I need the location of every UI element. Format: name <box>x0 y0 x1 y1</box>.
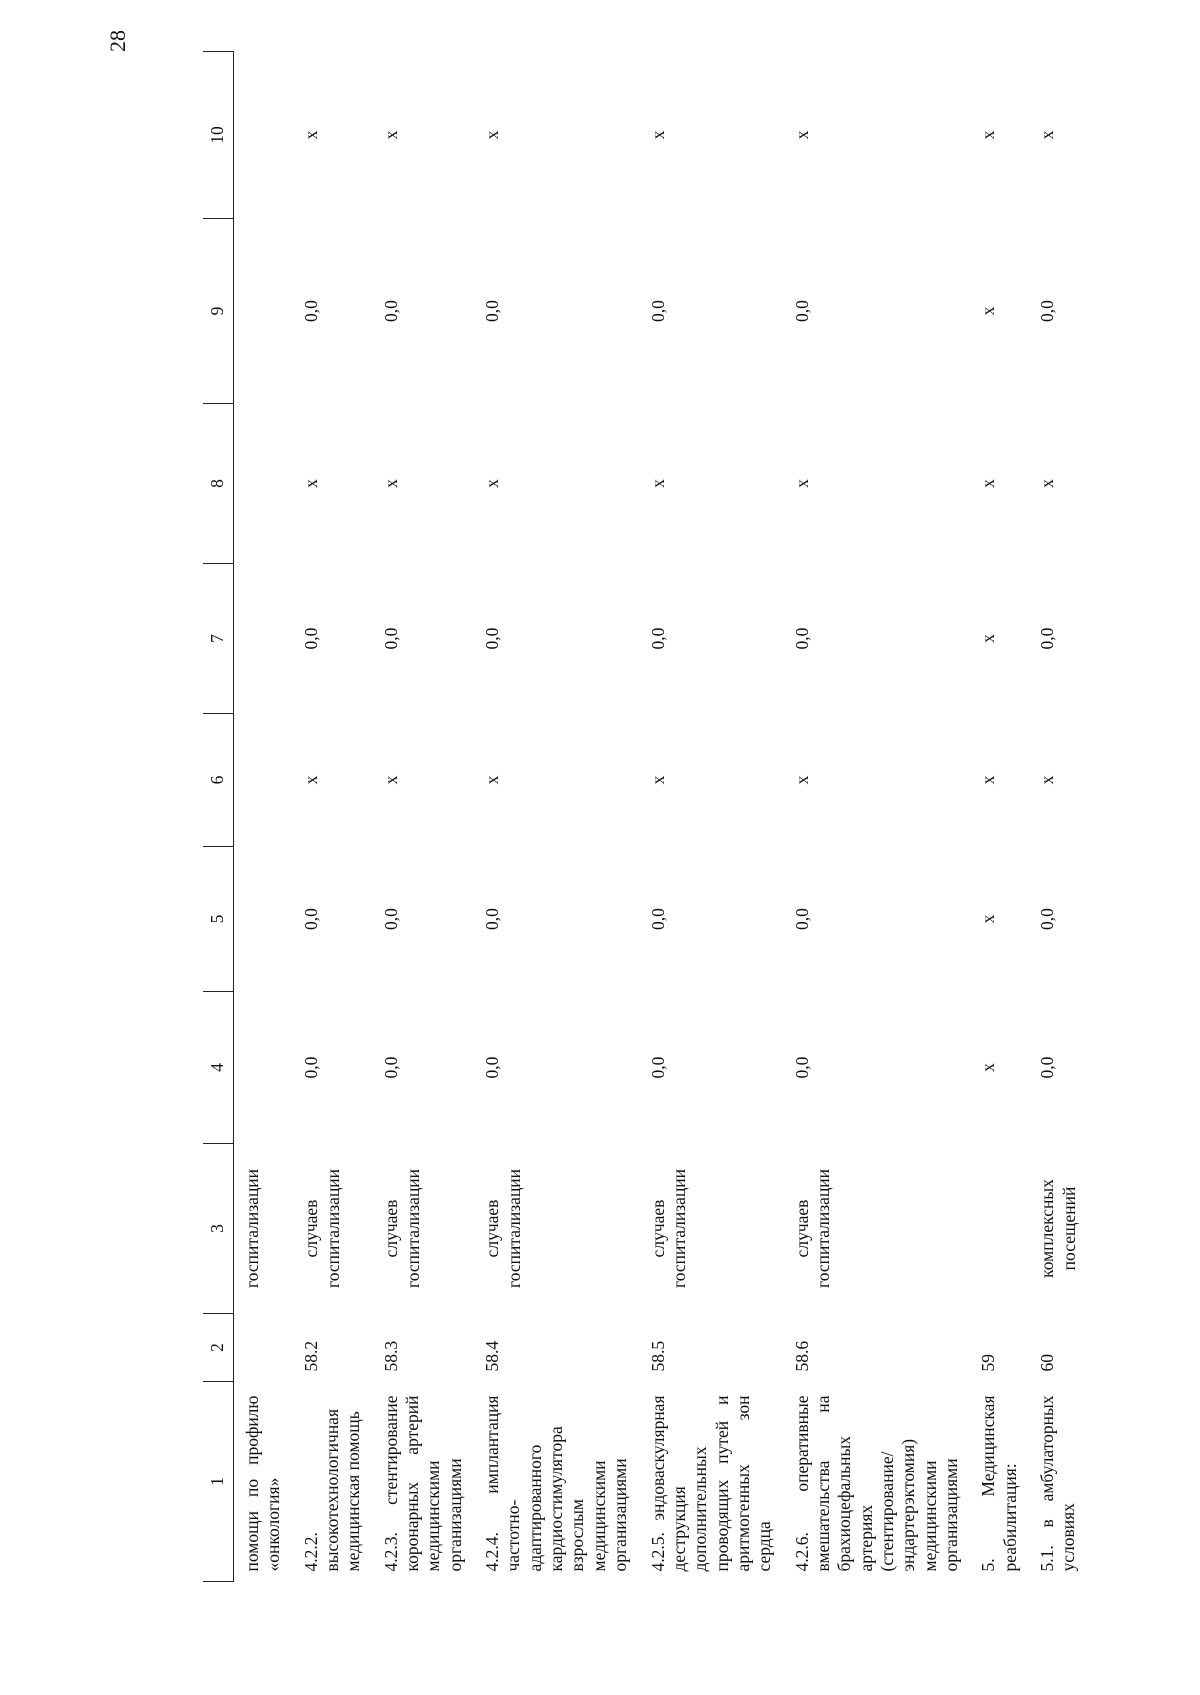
table-row <box>375 52 476 1582</box>
table-cell-col-4: x <box>978 1063 999 1072</box>
table-cell-col-7: 0,0 <box>791 627 812 650</box>
table-cell-col-2: 58.2 <box>300 1340 321 1372</box>
column-header-4: 4 <box>203 992 234 1144</box>
table-cell-col-9: x <box>978 306 999 316</box>
table-cell-col-3: случаев госпитализации <box>791 1168 834 1289</box>
table-cell-col-5: 0,0 <box>647 908 668 930</box>
table-cell-col-6: x <box>978 775 999 785</box>
table-cell-col-5 <box>234 847 295 992</box>
table-cell-col-10: x <box>300 130 321 140</box>
table-cell-col-6: x <box>1037 775 1057 785</box>
table-cell-col-4: 0,0 <box>380 1056 401 1079</box>
table-cell-col-9: 0,0 <box>300 300 321 322</box>
table-cell-col-5: 0,0 <box>1037 908 1057 930</box>
table-cell-col-9: 0,0 <box>482 300 503 322</box>
table-cell-col-1: 5. Медицинская реабилитация: <box>978 1395 1020 1572</box>
table-cell-col-7: 0,0 <box>300 627 321 650</box>
table-cell-col-5: 0,0 <box>380 908 401 930</box>
table-cell-col-1: 4.2.6. оперативные вмешательства на брахиоцефальных артериях (стентирование/ эндартерэктомия) медицинскими организациями <box>791 1395 961 1572</box>
table-cell-col-2: 60 <box>1037 1354 1057 1372</box>
table-cell-col-1: 4.2.3. стентирование коронарных артерий медицинскими организациями <box>380 1395 465 1572</box>
table-cell-col-1: 4.2.4. имплантация частотно-адаптированного кардиостимулятора взрослым медицинскими организациями <box>482 1395 631 1572</box>
table-cell-col-6 <box>234 714 295 847</box>
table-cell-col-7: 0,0 <box>1037 627 1057 650</box>
table-cell-col-5: 0,0 <box>482 908 503 930</box>
table-cell-col-10: x <box>1037 130 1057 140</box>
table-cell-col-9: 0,0 <box>791 300 812 322</box>
table-row <box>972 52 1031 1582</box>
column-header-9: 9 <box>203 219 234 404</box>
table-row <box>1031 52 1091 1582</box>
table-cell-col-3: госпитализации <box>242 1168 262 1289</box>
table-row <box>295 52 375 1582</box>
column-header-5: 5 <box>203 847 234 992</box>
table-row <box>642 52 786 1582</box>
table-cell-col-6: x <box>647 775 668 785</box>
table-cell-col-8: x <box>978 479 999 488</box>
column-header-1: 1 <box>203 1382 234 1582</box>
table-row <box>786 52 973 1582</box>
table-cell-col-10: x <box>647 130 668 140</box>
table-cell-col-7 <box>234 564 295 714</box>
table-cell-col-3: случаев госпитализации <box>380 1168 423 1289</box>
table-cell-col-3: случаев госпитализации <box>300 1168 343 1289</box>
table-cell-col-8: x <box>380 479 401 488</box>
column-header-2: 2 <box>203 1314 234 1382</box>
table-cell-col-5: x <box>978 914 999 924</box>
column-header-8: 8 <box>203 404 234 564</box>
table-row <box>476 52 641 1582</box>
table-cell-col-2: 58.3 <box>380 1340 401 1372</box>
table-cell-col-9 <box>234 219 295 404</box>
page-number: 28 <box>105 30 130 52</box>
table-row <box>234 52 295 1582</box>
table-cell-col-4 <box>234 992 295 1144</box>
column-header-6: 6 <box>203 714 234 847</box>
table-cell-col-3: комплексных посещений <box>1037 1179 1079 1278</box>
table-cell-col-7: 0,0 <box>482 627 503 650</box>
table-cell-col-2: 58.6 <box>791 1340 812 1372</box>
table-cell-col-8: x <box>1037 479 1057 488</box>
table-cell-col-9: 0,0 <box>647 300 668 322</box>
table-cell-col-4: 0,0 <box>300 1056 321 1079</box>
table-cell-col-7: 0,0 <box>380 627 401 650</box>
table-cell-col-4: 0,0 <box>647 1056 668 1079</box>
table-cell-col-10: x <box>482 130 503 140</box>
header-row <box>203 52 234 1582</box>
table-cell-col-8: x <box>647 479 668 488</box>
table-cell-col-10: x <box>791 130 812 140</box>
table-cell-col-9: 0,0 <box>1037 300 1057 322</box>
table-cell-col-2: 58.4 <box>482 1340 503 1372</box>
table-cell-col-8 <box>234 404 295 564</box>
column-header-3: 3 <box>203 1144 234 1314</box>
table-cell-col-1: 4.2.5. эндоваскулярная деструкция дополнительных проводящих путей и аритмогенных зон сердца <box>647 1395 775 1572</box>
table-cell-col-2: 59 <box>978 1354 999 1372</box>
table-cell-col-7: x <box>978 634 999 643</box>
table-cell-col-8: x <box>791 479 812 488</box>
table-cell-col-10: x <box>978 130 999 140</box>
table-cell-col-6: x <box>791 775 812 785</box>
table-cell-col-3: случаев госпитализации <box>647 1168 690 1289</box>
table-cell-col-9: 0,0 <box>380 300 401 322</box>
table-cell-col-8: x <box>482 479 503 488</box>
table-cell-col-2 <box>234 1314 295 1382</box>
table-cell-col-5: 0,0 <box>300 908 321 930</box>
table-cell-col-4: 0,0 <box>1037 1056 1057 1079</box>
table-body <box>234 52 1091 1582</box>
table-cell-col-6: x <box>300 775 321 785</box>
data-table <box>203 51 1091 1582</box>
rotated-table-stage <box>203 52 1079 1582</box>
column-header-7: 7 <box>203 564 234 714</box>
column-header-10: 10 <box>203 52 234 219</box>
table-header <box>203 52 234 1582</box>
table-cell-col-4: 0,0 <box>482 1056 503 1079</box>
table-cell-col-6: x <box>380 775 401 785</box>
table-cell-col-7: 0,0 <box>647 627 668 650</box>
table-cell-col-10 <box>234 52 295 219</box>
table-cell-col-8: x <box>300 479 321 488</box>
table-cell-col-2: 58.5 <box>647 1340 668 1372</box>
table-cell-col-1: 5.1. в амбулаторных условиях <box>1037 1395 1079 1572</box>
table-cell-col-4: 0,0 <box>791 1056 812 1079</box>
table-cell-col-1: помощи по профилю «онкология» <box>242 1395 284 1572</box>
table-cell-col-6: x <box>482 775 503 785</box>
table-cell-col-10: x <box>380 130 401 140</box>
table-cell-col-5: 0,0 <box>791 908 812 930</box>
table-cell-col-3: случаев госпитализации <box>482 1168 524 1289</box>
table-cell-col-3 <box>972 1144 1031 1314</box>
table-cell-col-1: 4.2.2. высокотехнологичная медицинская помощь <box>300 1409 364 1572</box>
